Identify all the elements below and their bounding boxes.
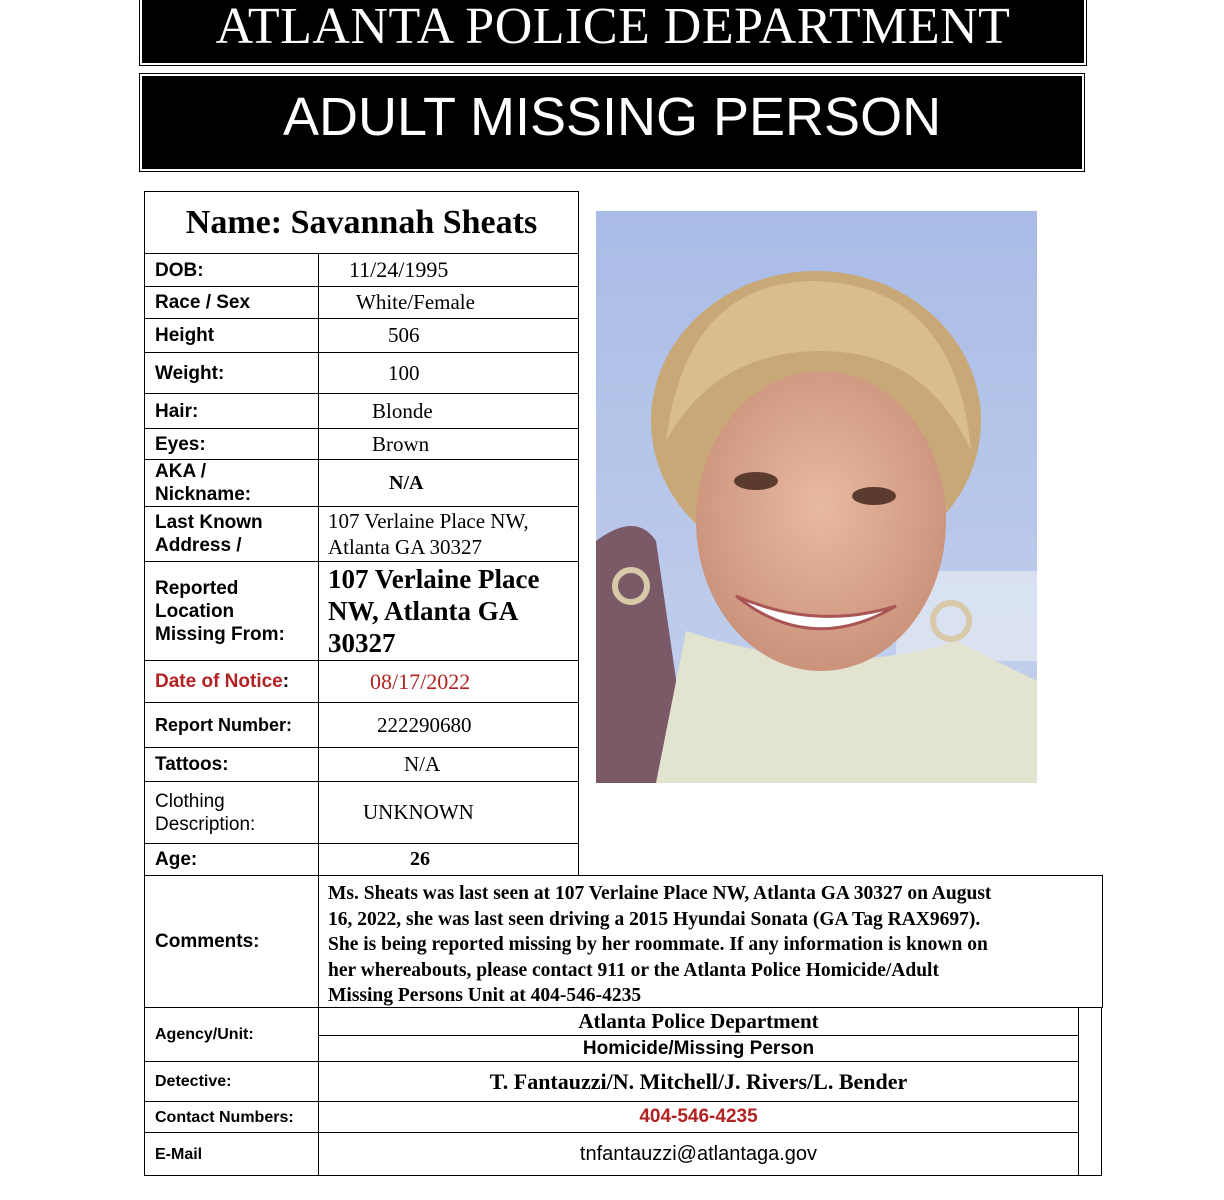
department-banner: ATLANTA POLICE DEPARTMENT [142, 0, 1084, 63]
email-address[interactable]: tnfantauzzi@atlantaga.gov [579, 1142, 818, 1165]
contact-phone[interactable]: 404-546-4235 [639, 1106, 758, 1127]
detective-label: Detective: [144, 1061, 319, 1102]
date-of-notice-label [144, 660, 319, 703]
contact-numbers-label: Contact Numbers: [144, 1101, 319, 1133]
tattoos-value: N/A [318, 747, 579, 782]
race-sex-label: Race / Sex [144, 286, 319, 319]
address-value [318, 506, 579, 562]
aka-label [144, 459, 319, 507]
comment-line: 16, 2022, she was last seen driving a 2015 Hyundai Sonata (GA Tag RAX9697). [328, 908, 981, 930]
report-number-value: 222290680 [318, 702, 579, 748]
address-label-line: Address / [155, 535, 242, 556]
weight-value: 100 [318, 352, 579, 394]
comment-line: her whereabouts, please contact 911 or the Atlanta Police Homicide/Adult [328, 959, 939, 981]
contact-block-right-border [1078, 1007, 1102, 1176]
comment-line: Ms. Sheats was last seen at 107 Verlaine Place NW, Atlanta GA 30327 on August [328, 883, 992, 904]
comments-label: Comments: [144, 875, 319, 1008]
aka-value: N/A [318, 459, 579, 507]
name-cell [144, 191, 579, 254]
height-label: Height [144, 318, 319, 353]
date-of-notice-text: Date of Notice [155, 671, 283, 692]
notice-type-banner: ADULT MISSING PERSON [142, 76, 1082, 169]
eyes-value: Brown [318, 428, 579, 460]
date-of-notice-value: 08/17/2022 [318, 660, 579, 703]
missing-label-line: Reported [155, 577, 239, 599]
missing-person-photo [596, 211, 1037, 783]
clothing-label [144, 781, 319, 844]
portrait-illustration [596, 211, 1037, 783]
detective-names: T. Fantauzzi/N. Mitchell/J. Rivers/L. Bender [489, 1068, 908, 1094]
unit-value [318, 1035, 1079, 1062]
clothing-value: UNKNOWN [318, 781, 579, 844]
comment-line: She is being reported missing by her roommate. If any information is known on [328, 934, 988, 955]
hair-value: Blonde [318, 393, 579, 429]
email-value [318, 1132, 1079, 1176]
race-sex-value: White/Female [318, 286, 579, 319]
missing-label-line: Location [155, 600, 235, 622]
report-number-label: Report Number: [144, 702, 319, 748]
aka-label-line: AKA / [155, 461, 207, 482]
hair-label: Hair: [144, 393, 319, 429]
address-line: 107 Verlaine Place NW, [328, 509, 529, 533]
age-label: Age: [144, 843, 319, 876]
missing-line: 30327 [328, 628, 396, 658]
address-line: Atlanta GA 30327 [328, 535, 482, 559]
missing-from-label [144, 561, 319, 661]
missing-line: 107 Verlaine Place [328, 564, 540, 594]
unit-name: Homicide/Missing Person [582, 1037, 815, 1059]
agency-value [318, 1007, 1079, 1036]
height-value: 506 [318, 318, 579, 353]
detective-value [318, 1061, 1079, 1102]
aka-label-line: Nickname: [155, 484, 252, 505]
dob-label: DOB: [144, 253, 319, 287]
comments-value [318, 875, 1103, 1008]
agency-label: Agency/Unit: [144, 1007, 319, 1062]
clothing-label-line: Clothing [155, 790, 225, 812]
person-name: Name: Savannah Sheats [185, 203, 538, 241]
agency-name: Atlanta Police Department [578, 1009, 819, 1033]
address-label [144, 506, 319, 562]
age-value: 26 [318, 843, 579, 876]
comment-line: Missing Persons Unit at 404-546-4235 [328, 985, 642, 1006]
contact-numbers-value [318, 1101, 1079, 1133]
missing-from-value [318, 561, 579, 661]
date-of-notice-colon: : [282, 671, 290, 692]
tattoos-label: Tattoos: [144, 747, 319, 782]
eyes-label: Eyes: [144, 428, 319, 460]
clothing-label-line: Description: [155, 813, 256, 835]
email-label: E-Mail [144, 1132, 319, 1176]
dob-value: 11/24/1995 [318, 253, 579, 287]
weight-label: Weight: [144, 352, 319, 394]
missing-line: NW, Atlanta GA [328, 596, 519, 626]
address-label-line: Last Known [155, 512, 263, 533]
missing-label-line: Missing From: [155, 623, 285, 645]
